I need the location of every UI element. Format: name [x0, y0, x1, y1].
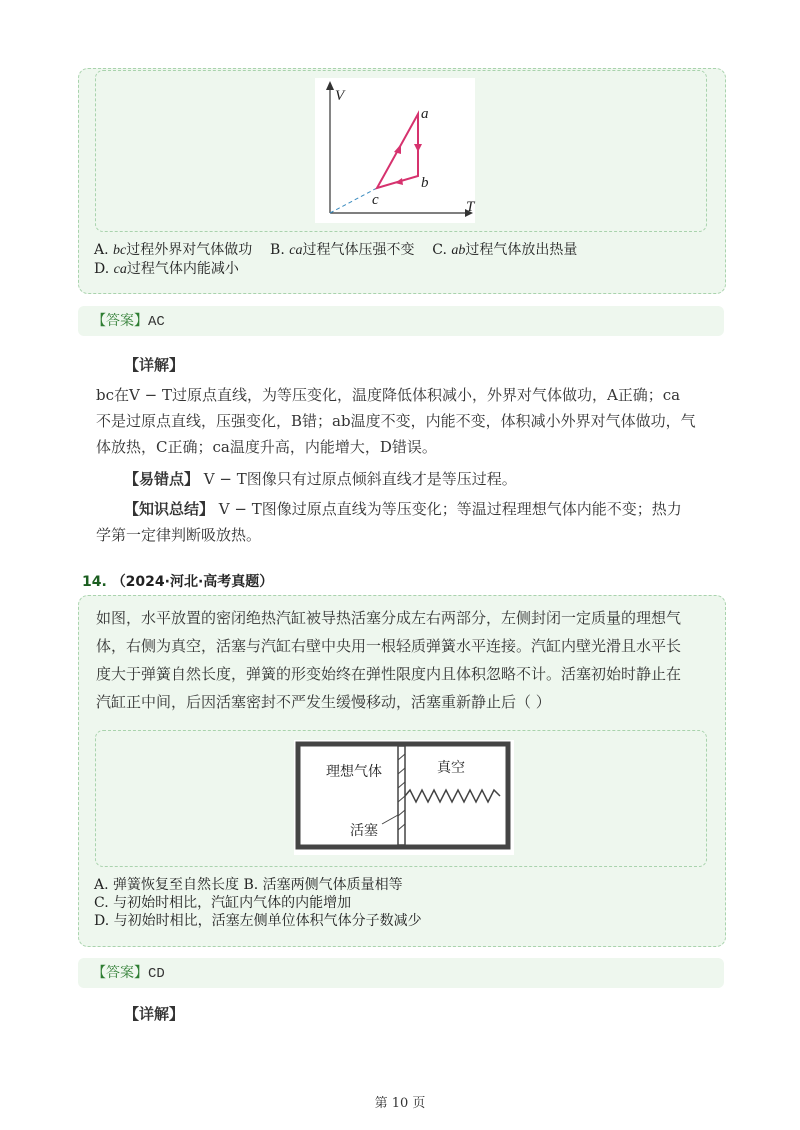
option-a[interactable]: A. bc过程外界对气体做功 — [94, 242, 253, 258]
q13-options-line1 — [94, 241, 714, 260]
q13-detail-text — [96, 382, 716, 460]
pitfall-text: V − T图像只有过原点倾斜直线才是等压过程。 — [203, 470, 517, 488]
q14-options — [94, 876, 714, 930]
q14-stem — [96, 604, 716, 716]
q14-source: （2024·河北·高考真题） — [111, 574, 274, 590]
q13-pitfall — [124, 466, 724, 492]
answer-label: 【答案】 — [92, 313, 148, 329]
point-b-label: b — [421, 175, 429, 191]
stem-line: 度大于弹簧自然长度，弹簧的形变始终在弹性限度内且体积忽略不计。活塞初始时静止在 — [96, 665, 682, 683]
summary-line: V − T图像过原点直线为等压变化；等温过程理想气体内能不变；热力 — [218, 500, 682, 518]
summary-label: 【知识总结】 — [124, 500, 215, 518]
q13-summary — [96, 496, 716, 548]
option-d[interactable]: D. ca过程气体内能减小 — [94, 261, 239, 277]
option-line[interactable]: A. 弹簧恢复至自然长度 B. 活塞两侧气体质量相等 — [94, 877, 403, 893]
q13-answer-bar — [78, 306, 724, 336]
detail-line: 体放热，C正确；ca温度升高，内能增大，D错误。 — [96, 438, 437, 456]
q13-detail-label: 【详解】 — [124, 356, 185, 374]
pitfall-label: 【易错点】 — [124, 470, 200, 488]
vt-graph — [315, 78, 485, 228]
q13-options-line2 — [94, 260, 714, 279]
summary-line: 学第一定律判断吸放热。 — [96, 526, 262, 544]
q14-heading — [82, 571, 273, 591]
option-c[interactable]: C. ab过程气体放出热量 — [432, 242, 578, 258]
option-line[interactable]: C. 与初始时相比，汽缸内气体的内能增加 — [94, 895, 352, 911]
option-line[interactable]: D. 与初始时相比，活塞左侧单位体积气体分子数减少 — [94, 913, 422, 929]
cylinder-figure — [294, 740, 514, 855]
point-a-label: a — [421, 106, 429, 122]
stem-line: 体，右侧为真空，活塞与汽缸右壁中央用一根轻质弹簧水平连接。汽缸内壁光滑且水平长 — [96, 637, 682, 655]
answer-label: 【答案】 — [92, 965, 148, 981]
answer-value: CD — [148, 966, 165, 982]
q14-number: 14. — [82, 574, 107, 590]
detail-line: 不是过原点直线，压强变化，B错；ab温度不变，内能不变，体积减小外界对气体做功，气 — [96, 412, 696, 430]
point-c-label: c — [372, 192, 379, 208]
answer-value: AC — [148, 314, 165, 330]
axis-v-label: V — [335, 88, 345, 104]
page-number: 第 10 页 — [374, 1096, 426, 1111]
piston-label: 活塞 — [350, 823, 378, 839]
stem-line: 汽缸正中间，后因活塞密封不严发生缓慢移动，活塞重新静止后（ ） — [96, 693, 551, 711]
detail-line: bc在V − T过原点直线，为等压变化，温度降低体积减小，外界对气体做功，A正确；ca — [96, 386, 681, 404]
stem-line: 如图，水平放置的密闭绝热汽缸被导热活塞分成左右两部分，左侧封闭一定质量的理想气 — [96, 609, 682, 627]
q14-answer-bar — [78, 958, 724, 988]
left-gas-label: 理想气体 — [326, 764, 382, 780]
right-vacuum-label: 真空 — [437, 760, 465, 776]
q14-detail-label: 【详解】 — [124, 1005, 185, 1023]
axis-t-label: T — [466, 199, 475, 215]
option-b[interactable]: B. ca过程气体压强不变 — [270, 242, 415, 258]
